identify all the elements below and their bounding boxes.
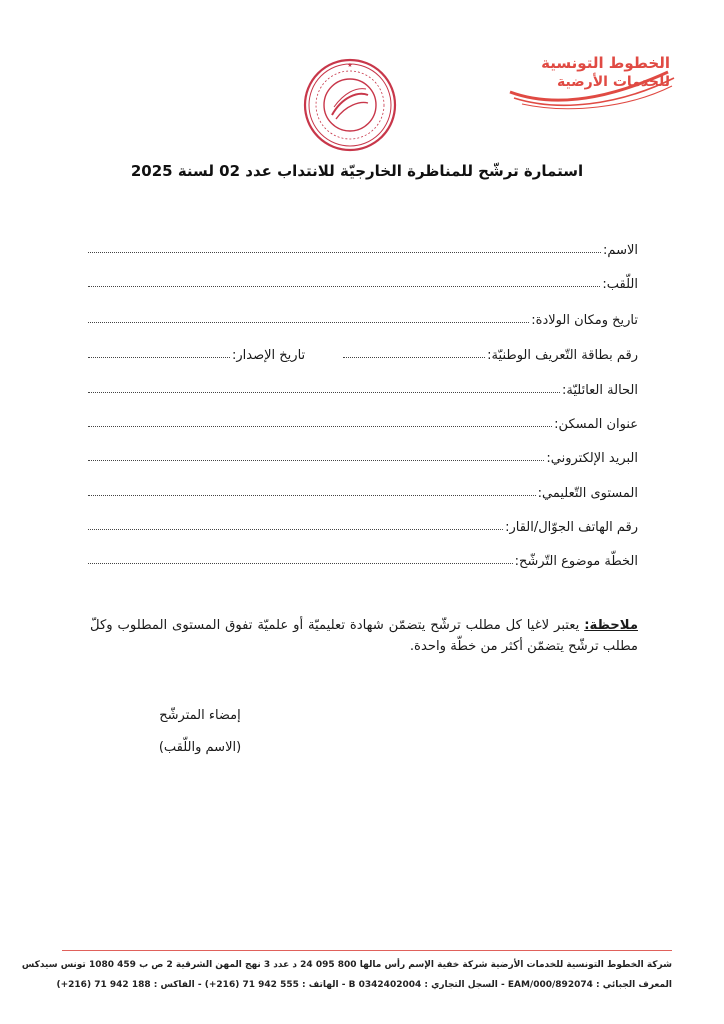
field-education — [88, 479, 638, 501]
education-input-line[interactable] — [88, 494, 536, 496]
phone-input-line[interactable] — [88, 528, 503, 530]
plan-input-line[interactable] — [88, 562, 513, 564]
official-stamp — [302, 57, 398, 153]
note-label: ملاحظة: — [584, 618, 638, 633]
signature-label: إمضاء المترشّح — [159, 708, 241, 723]
field-label: البريد الإلكتروني: — [546, 451, 638, 466]
field-label: المستوى التّعليمي: — [537, 486, 638, 501]
note-text: يعتبر لاغيا كل مطلب ترشّح يتضمّن شهادة تعليميّة أو علميّة تفوق المستوى المطلوب وكلّ مطلب ترشّح يتضمّن أكثر من خطّة واحدة. — [90, 618, 638, 654]
logo-text-line2: للخدمات الأرضية — [556, 74, 670, 90]
address-input-line[interactable] — [88, 425, 552, 427]
signature-name-hint: (الاسم واللّقب) — [158, 740, 242, 755]
field-label: عنوان المسكن: — [554, 417, 638, 432]
email-input-line[interactable] — [88, 459, 544, 461]
field-email — [88, 444, 638, 466]
logo-swoosh-icon — [508, 54, 678, 114]
footer-contact-info: المعرف الجبائي : 892074/EAM/000 - السجل التجاري : B 0342402004 - الهاتف : 555 942 71 (216+) - الفاكس : 188 942 71 (216+) — [56, 980, 672, 990]
field-label: رقم بطاقة التّعريف الوطنيّة: — [487, 348, 638, 363]
surname-input-line[interactable] — [88, 285, 600, 287]
id-card-input-line[interactable] — [343, 356, 485, 358]
marital-input-line[interactable] — [88, 391, 560, 393]
field-surname — [88, 270, 638, 292]
field-phone — [88, 513, 638, 535]
field-label: رقم الهاتف الجوّال/القار: — [505, 520, 638, 535]
svg-text:★: ★ — [347, 62, 353, 69]
field-label: تاريخ ومكان الولادة: — [531, 313, 638, 328]
field-marital — [88, 376, 638, 398]
field-label: تاريخ الإصدار: — [232, 348, 306, 363]
issue-date-input-line[interactable] — [88, 356, 230, 358]
logo-text-line1: الخطوط التونسية — [541, 54, 670, 72]
field-label: الخطّة موضوع التّرشّح: — [514, 554, 638, 569]
field-plan — [88, 547, 638, 569]
form-title: استمارة ترشّح للمناظرة الخارجيّة للانتداب عدد 02 لسنة 2025 — [130, 162, 584, 180]
footer-divider — [62, 950, 672, 951]
company-logo — [508, 54, 678, 114]
footer-company-info: شركة الخطوط التونسية للخدمات الأرضية شركة خفية الإسم رأس مالها 800 095 24 د عدد 3 نهج المهن الشرقية 2 ص ب 459 1080 تونس سيدكس — [21, 960, 672, 970]
name-input-line[interactable] — [88, 251, 601, 253]
field-label: اللّقب: — [602, 277, 638, 292]
field-name — [88, 236, 638, 258]
field-label: الاسم: — [603, 243, 638, 258]
birth-input-line[interactable] — [88, 321, 529, 323]
field-address — [88, 410, 638, 432]
note-paragraph — [90, 615, 638, 657]
field-birth — [88, 306, 638, 328]
field-label: الحالة العائليّة: — [562, 383, 638, 398]
field-id-card — [88, 341, 638, 363]
